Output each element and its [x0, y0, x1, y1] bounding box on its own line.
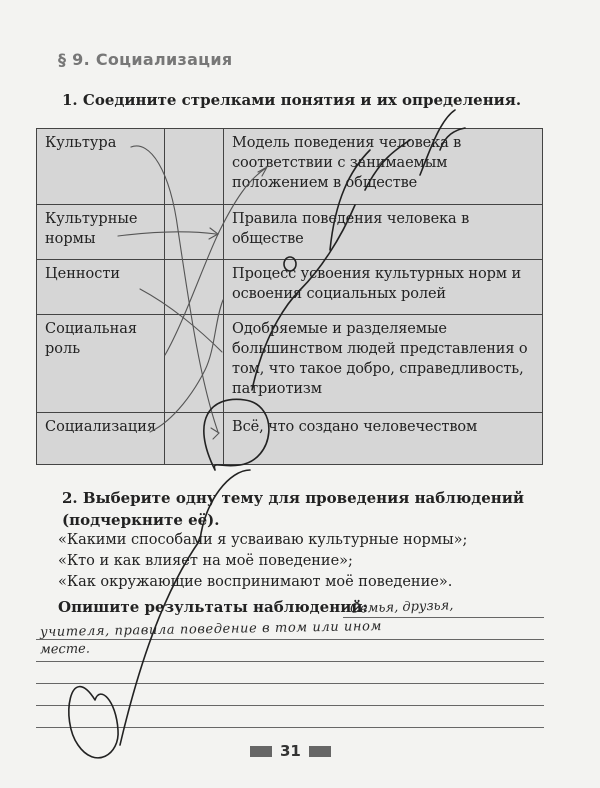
topic-option: «Кто и как влияет на моё поведение»; [58, 553, 353, 569]
answer-line[interactable] [36, 661, 544, 662]
definition-cell: Процесс усвоения культурных норм и освоения социальных ролей [224, 260, 543, 315]
table-row [37, 205, 543, 260]
table-row [37, 129, 543, 205]
handwritten-answer-line: учителя, правила поведение в том или ином [39, 619, 383, 640]
answer-line[interactable] [36, 683, 544, 684]
definition-cell: Одобряемые и разделяемые большинством людей представления о том, что такое добро, справедливость, патриотизм [224, 315, 543, 413]
concept-cell: Культура [37, 129, 165, 205]
answer-line[interactable] [36, 639, 544, 640]
definition-cell: Модель поведения человека в соответствии с занимаемым положением в обществе [224, 129, 543, 205]
page-number-bar [309, 746, 331, 757]
handwritten-answer-line: месте. [39, 641, 91, 658]
gap-cell [165, 315, 224, 413]
matching-table [36, 128, 543, 465]
concept-cell: Социальная роль [37, 315, 165, 413]
concept-cell: Ценности [37, 260, 165, 315]
answer-line[interactable] [36, 705, 544, 706]
page-number-text: 31 [280, 742, 301, 760]
definition-cell: Всё, что создано человечеством [224, 413, 543, 465]
task1-heading: 1. Соедините стрелками понятия и их определения. [62, 91, 522, 109]
gap-cell [165, 205, 224, 260]
gap-cell [165, 413, 224, 465]
topic-option: «Как окружающие воспринимают моё поведение». [58, 574, 453, 590]
concept-cell: Социализация [37, 413, 165, 465]
definition-cell: Правила поведения человека в обществе [224, 205, 543, 260]
answer-line[interactable] [36, 727, 544, 728]
gap-cell [165, 129, 224, 205]
table-row [37, 260, 543, 315]
topic-list [58, 530, 467, 593]
concept-cell: Культурные нормы [37, 205, 165, 260]
topic-option: «Какими способами я усваиваю культурные нормы»; [58, 532, 468, 548]
results-label: Опишите результаты наблюдений: [58, 598, 368, 616]
table-row [37, 315, 543, 413]
task2-heading: 2. Выберите одну тему для проведения наблюдений (подчеркните её). [62, 489, 525, 529]
answer-line[interactable] [343, 617, 544, 618]
page-number-bar [250, 746, 272, 757]
page-number [250, 742, 331, 760]
handwritten-answer-line: Семья, друзья, [349, 598, 454, 617]
section-title: § 9. Социализация [58, 50, 233, 69]
table-row [37, 413, 543, 465]
gap-cell [165, 260, 224, 315]
